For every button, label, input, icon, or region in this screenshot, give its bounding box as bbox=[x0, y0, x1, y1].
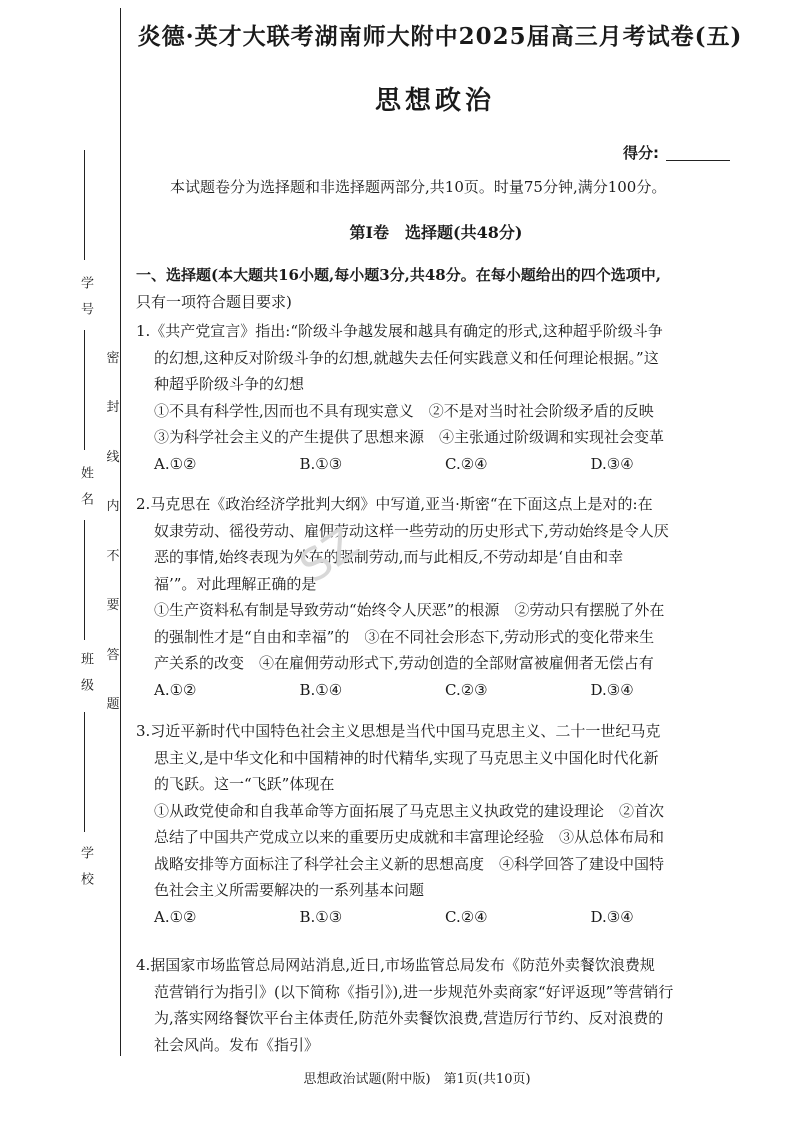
answer-choice[interactable]: A.①② bbox=[154, 680, 197, 699]
xingming-label: 姓 名 bbox=[78, 466, 93, 505]
question-stem-line: 的幻想,这种反对阶级斗争的幻想,就越失去任何实践意义和任何理论根据。”这 bbox=[154, 348, 659, 367]
seal-char: 答 bbox=[106, 647, 120, 663]
question-item-line: 战略安排等方面标注了科学社会主义新的思想高度 ④科学回答了建设中国特 bbox=[154, 854, 665, 873]
question-stem-line: 范营销行为指引》(以下简称《指引》),进一步规范外卖商家“好评返现”等营销行 bbox=[154, 982, 674, 1001]
question-2 bbox=[136, 491, 736, 703]
question-stem-line: 的飞跃。这一“飞跃”体现在 bbox=[154, 775, 335, 793]
question-stem-line: 福’”。对此理解正确的是 bbox=[154, 574, 317, 593]
question-item-line: ①不具有科学性,因而也不具有现实意义 ②不是对当时社会阶级矛盾的反映 bbox=[154, 401, 654, 420]
question-item-line: 的强制性才是“自由和幸福”的 ③在不同社会形态下,劳动形式的变化带来生 bbox=[154, 627, 655, 646]
answer-choices bbox=[136, 904, 736, 931]
question-4 bbox=[136, 952, 736, 1058]
score-blank bbox=[666, 160, 730, 161]
question-stem-line: 思主义,是中华文化和中国精神的时代精华,实现了马克思主义中国化时代化新 bbox=[154, 748, 659, 767]
question-3 bbox=[136, 718, 736, 930]
question-item-line: 总结了中国共产党成立以来的重要历史成就和丰富理论经验 ③从总体布局和 bbox=[154, 828, 665, 846]
answer-choice[interactable]: C.②④ bbox=[445, 907, 488, 926]
xingming-line bbox=[84, 330, 85, 450]
question-1 bbox=[136, 318, 736, 477]
question-stem-line: 3.习近平新时代中国特色社会主义思想是当代中国马克思主义、二十一世纪马克 bbox=[136, 722, 661, 740]
question-item-line: ①从政党使命和自我革命等方面拓展了马克思主义执政党的建设理论 ②首次 bbox=[154, 801, 665, 820]
banji-label: 班 级 bbox=[78, 652, 93, 691]
answer-choices bbox=[136, 677, 736, 704]
section-title: 第Ⅰ卷 选择题(共48分) bbox=[349, 223, 523, 242]
question-item-line: ③为科学社会主义的产生提供了思想来源 ④主张通过阶级调和实现社会变革 bbox=[154, 428, 665, 446]
answer-choice[interactable]: C.②④ bbox=[445, 454, 488, 473]
answer-choice[interactable]: C.②③ bbox=[445, 680, 488, 699]
seal-char: 题 bbox=[106, 696, 120, 712]
answer-choice[interactable]: D.③④ bbox=[590, 454, 634, 473]
answer-choice[interactable]: B.①④ bbox=[299, 680, 343, 699]
subject-title: 思想政治 bbox=[374, 86, 495, 116]
question-item-line: 产关系的改变 ④在雇佣劳动形式下,劳动创造的全部财富被雇佣者无偿占有 bbox=[154, 654, 654, 672]
watermark: SZ bbox=[290, 517, 368, 594]
page-footer: 思想政治试题(附中版) 第1页(共10页) bbox=[303, 1072, 531, 1087]
part-one-instructions bbox=[136, 262, 736, 315]
question-stem-line: 2.马克思在《政治经济学批判大纲》中写道,亚当·斯密“在下面这点上是对的:在 bbox=[136, 495, 653, 513]
seal-char: 不 bbox=[106, 548, 120, 564]
seal-line-text bbox=[104, 352, 122, 712]
xuexiao-label: 学 校 bbox=[78, 846, 93, 885]
instruction-line: 只有一项符合题目要求) bbox=[136, 292, 292, 311]
seal-char: 内 bbox=[106, 499, 120, 515]
question-stem-line: 1.《共产党宣言》指出:“阶级斗争越发展和越具有确定的形式,这种超乎阶级斗争 bbox=[136, 322, 663, 340]
question-stem-line: 奴隶劳动、徭役劳动、雇佣劳动这样一些劳动的历史形式下,劳动始终是令人厌 bbox=[154, 521, 669, 540]
seal-char: 要 bbox=[106, 598, 120, 614]
exam-intro: 本试题卷分为选择题和非选择题两部分,共10页。时量75分钟,满分100分。 bbox=[170, 178, 667, 196]
score-label: 得分: bbox=[623, 144, 659, 162]
seal-char: 密 bbox=[106, 351, 120, 366]
question-stem-line: 社会风尚。发布《指引》 bbox=[154, 1035, 320, 1054]
exam-header: 炎德·英才大联考湖南师大附中2025届高三月考试卷(五) bbox=[137, 23, 743, 50]
question-stem-line: 4.据国家市场监管总局网站消息,近日,市场监管总局发布《防范外卖餐饮浪费规 bbox=[136, 956, 655, 974]
question-stem-line: 种超乎阶级斗争的幻想 bbox=[154, 375, 305, 393]
xuehao-line bbox=[84, 150, 85, 260]
question-item-line: 色社会主义所需要解决的一系列基本问题 bbox=[154, 881, 425, 899]
question-item-line: ①生产资料私有制是导致劳动“始终令人厌恶”的根源 ②劳动只有摆脱了外在 bbox=[154, 601, 665, 619]
banji-line bbox=[84, 520, 85, 640]
answer-choice[interactable]: D.③④ bbox=[590, 907, 634, 926]
xuehao-label: 学 号 bbox=[78, 276, 93, 315]
answer-choice[interactable]: D.③④ bbox=[590, 680, 634, 699]
question-stem-line: 为,落实网络餐饮平台主体责任,防范外卖餐饮浪费,营造厉行节约、反对浪费的 bbox=[154, 1009, 664, 1027]
instruction-line: 一、选择题(本大题共16小题,每小题3分,共48分。在每小题给出的四个选项中, bbox=[136, 266, 661, 284]
answer-choices bbox=[136, 451, 736, 478]
question-stem-line: 恶的事情,始终表现为外在的强制劳动,而与此相反,不劳动却是‘自由和幸 bbox=[154, 548, 624, 566]
seal-char: 封 bbox=[106, 400, 120, 416]
answer-choice[interactable]: A.①② bbox=[154, 907, 197, 926]
answer-choice[interactable]: B.①③ bbox=[299, 454, 343, 473]
answer-choice[interactable]: A.①② bbox=[154, 454, 197, 473]
seal-char: 线 bbox=[106, 449, 120, 465]
xuexiao-line bbox=[84, 712, 85, 832]
answer-choice[interactable]: B.①③ bbox=[299, 907, 343, 926]
